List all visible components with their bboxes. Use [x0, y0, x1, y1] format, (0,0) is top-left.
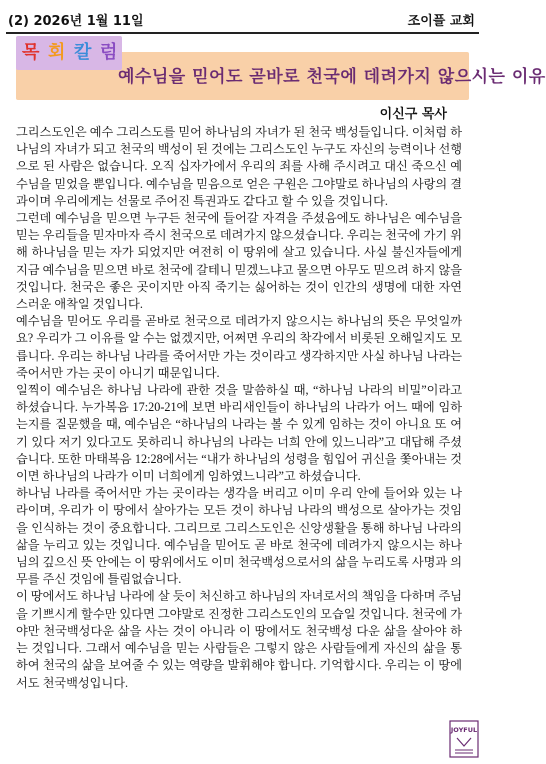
article-body — [16, 124, 462, 692]
badge-char-1: 목 — [22, 42, 40, 63]
seal-mark — [457, 738, 471, 746]
paragraph-1: 그리스도인은 예수 그리스도를 믿어 하나님의 자녀가 된 천국 백성들입니다. 이처럼 하나님의 자녀가 되고 천국의 백성이 된 것에는 그리스도인 누구도 자신의 능력이나 선행으로 된 사람은 없습니다. 오직 십자가에서 우리의 죄를 사해 주시려고 대신 죽으신 예수님을 믿었을 뿐입니다. 예수님을 믿음으로 얻은 구원은 그야말로 하나님의 사랑의 결과이며 우리에게는 선물로 주어진 특권과도 같다고 할 수 있을 것입니다. — [16, 125, 462, 208]
article-title: 예수님을 믿어도 곧바로 천국에 데려가지 않으시는 이유 — [118, 67, 546, 87]
church-seal-logo — [449, 720, 479, 758]
badge-char-4: 럼 — [100, 42, 118, 63]
paragraph-3: 예수님을 믿어도 우리를 곧바로 천국으로 데려가지 않으시는 하나님의 뜻은 무엇일까요? 우리가 그 이유를 알 수는 없겠지만, 어쩌면 우리의 착각에서 비롯된 오해일지도 모릅니다. 우리는 하나님 나라를 죽어서만 가는 것이라고 생각하지만 사실 하나님 나라는 죽어서만 가는 곳이 아니기 때문입니다. — [16, 314, 462, 380]
paragraph-5: 하나님 나라를 죽어서만 가는 곳이라는 생각을 버리고 이미 우리 안에 들어와 있는 나라이며, 우리가 이 땅에서 살아가는 모든 것이 하나님 나라의 백성으로 살아가는 것임을 인식하는 것이 중요합니다. 그리므로 그리스도인은 신앙생활을 통해 하나님 나라의 삶을 누리고 있는 것입니다. 예수님을 믿어도 곧 바로 천국에 데려가지 않으시는 하나님의 깊으신 뜻 안에는 이 땅위에서도 이미 천국백성으로서의 삶을 누리도록 사명과 의무를 주신 것임에 틀림없습니다. — [16, 486, 462, 587]
page-header — [6, 6, 479, 34]
seal-text: JOYFUL — [450, 726, 478, 734]
issue-date: (2) 2026년 1월 11일 — [8, 14, 144, 29]
badge-char-3: 칼 — [74, 42, 92, 63]
church-name: 조이플 교회 — [407, 14, 475, 29]
column-badge — [16, 36, 122, 70]
author-name: 이신구 목사 — [379, 107, 447, 122]
badge-char-2: 회 — [48, 42, 66, 63]
paragraph-2: 그런데 예수님을 믿으면 누구든 천국에 들어갈 자격을 주셨음에도 하나님은 예수님을 믿는 우리들을 믿자마자 즉시 천국으로 데려가지 않으셨습니다. 우리는 천국에 가기 위해 하나님을 믿는 자가 되었지만 여전히 이 땅위에 살고 있습니다. 사실 불신자들에게 지금 예수님을 믿으면 바로 천국에 갈테니 믿겠느냐고 물으면 아무도 믿으려 하지 않을 것입니다. 천국은 좋은 곳이지만 아직 죽기는 싫어하는 것이 인간의 생명에 대한 자연스러운 애착일 것입니다. — [16, 211, 462, 312]
paragraph-6: 이 땅에서도 하나님 나라에 살 듯이 처신하고 하나님의 자녀로서의 책임을 다하며 주님을 기쁘시게 할수만 있다면 그야말로 진정한 그리스도인의 모습일 것입니다. 천국에 가야만 천국백성다운 삶을 사는 것이 아니라 이 땅에서도 천국백성 다운 삶을 살아야 하는 것입니다. 그래서 예수님을 믿는 사람들은 그렇지 않은 사람들에게 자신의 삶을 통하여 천국의 삶을 보여줄 수 있는 역량을 발휘해야 합니다. 기억합시다. 우리는 이 땅에서도 천국백성입니다. — [16, 589, 462, 690]
paragraph-4: 일찍이 예수님은 하나님 나라에 관한 것을 말씀하실 때, “하나님 나라의 비밀”이라고 하셨습니다. 누가복음 17:20-21에 보면 바리새인들이 하나님의 나라가 어느 때에 임하는지를 질문했을 때, 예수님은 “하나님의 나라는 볼 수 있게 임하는 것이 아니요 또 여기 있다 저기 있다고도 못하리니 하나님의 나라는 너희 안에 있느니라”고 대답해 주셨습니다. 또한 마태복음 12:28에서는 “내가 하나님의 성령을 힘입어 귀신을 쫓아내는 것이면 하나님의 나라가 이미 너희에게 임하였느니라”고 하셨습니다. — [16, 383, 462, 484]
